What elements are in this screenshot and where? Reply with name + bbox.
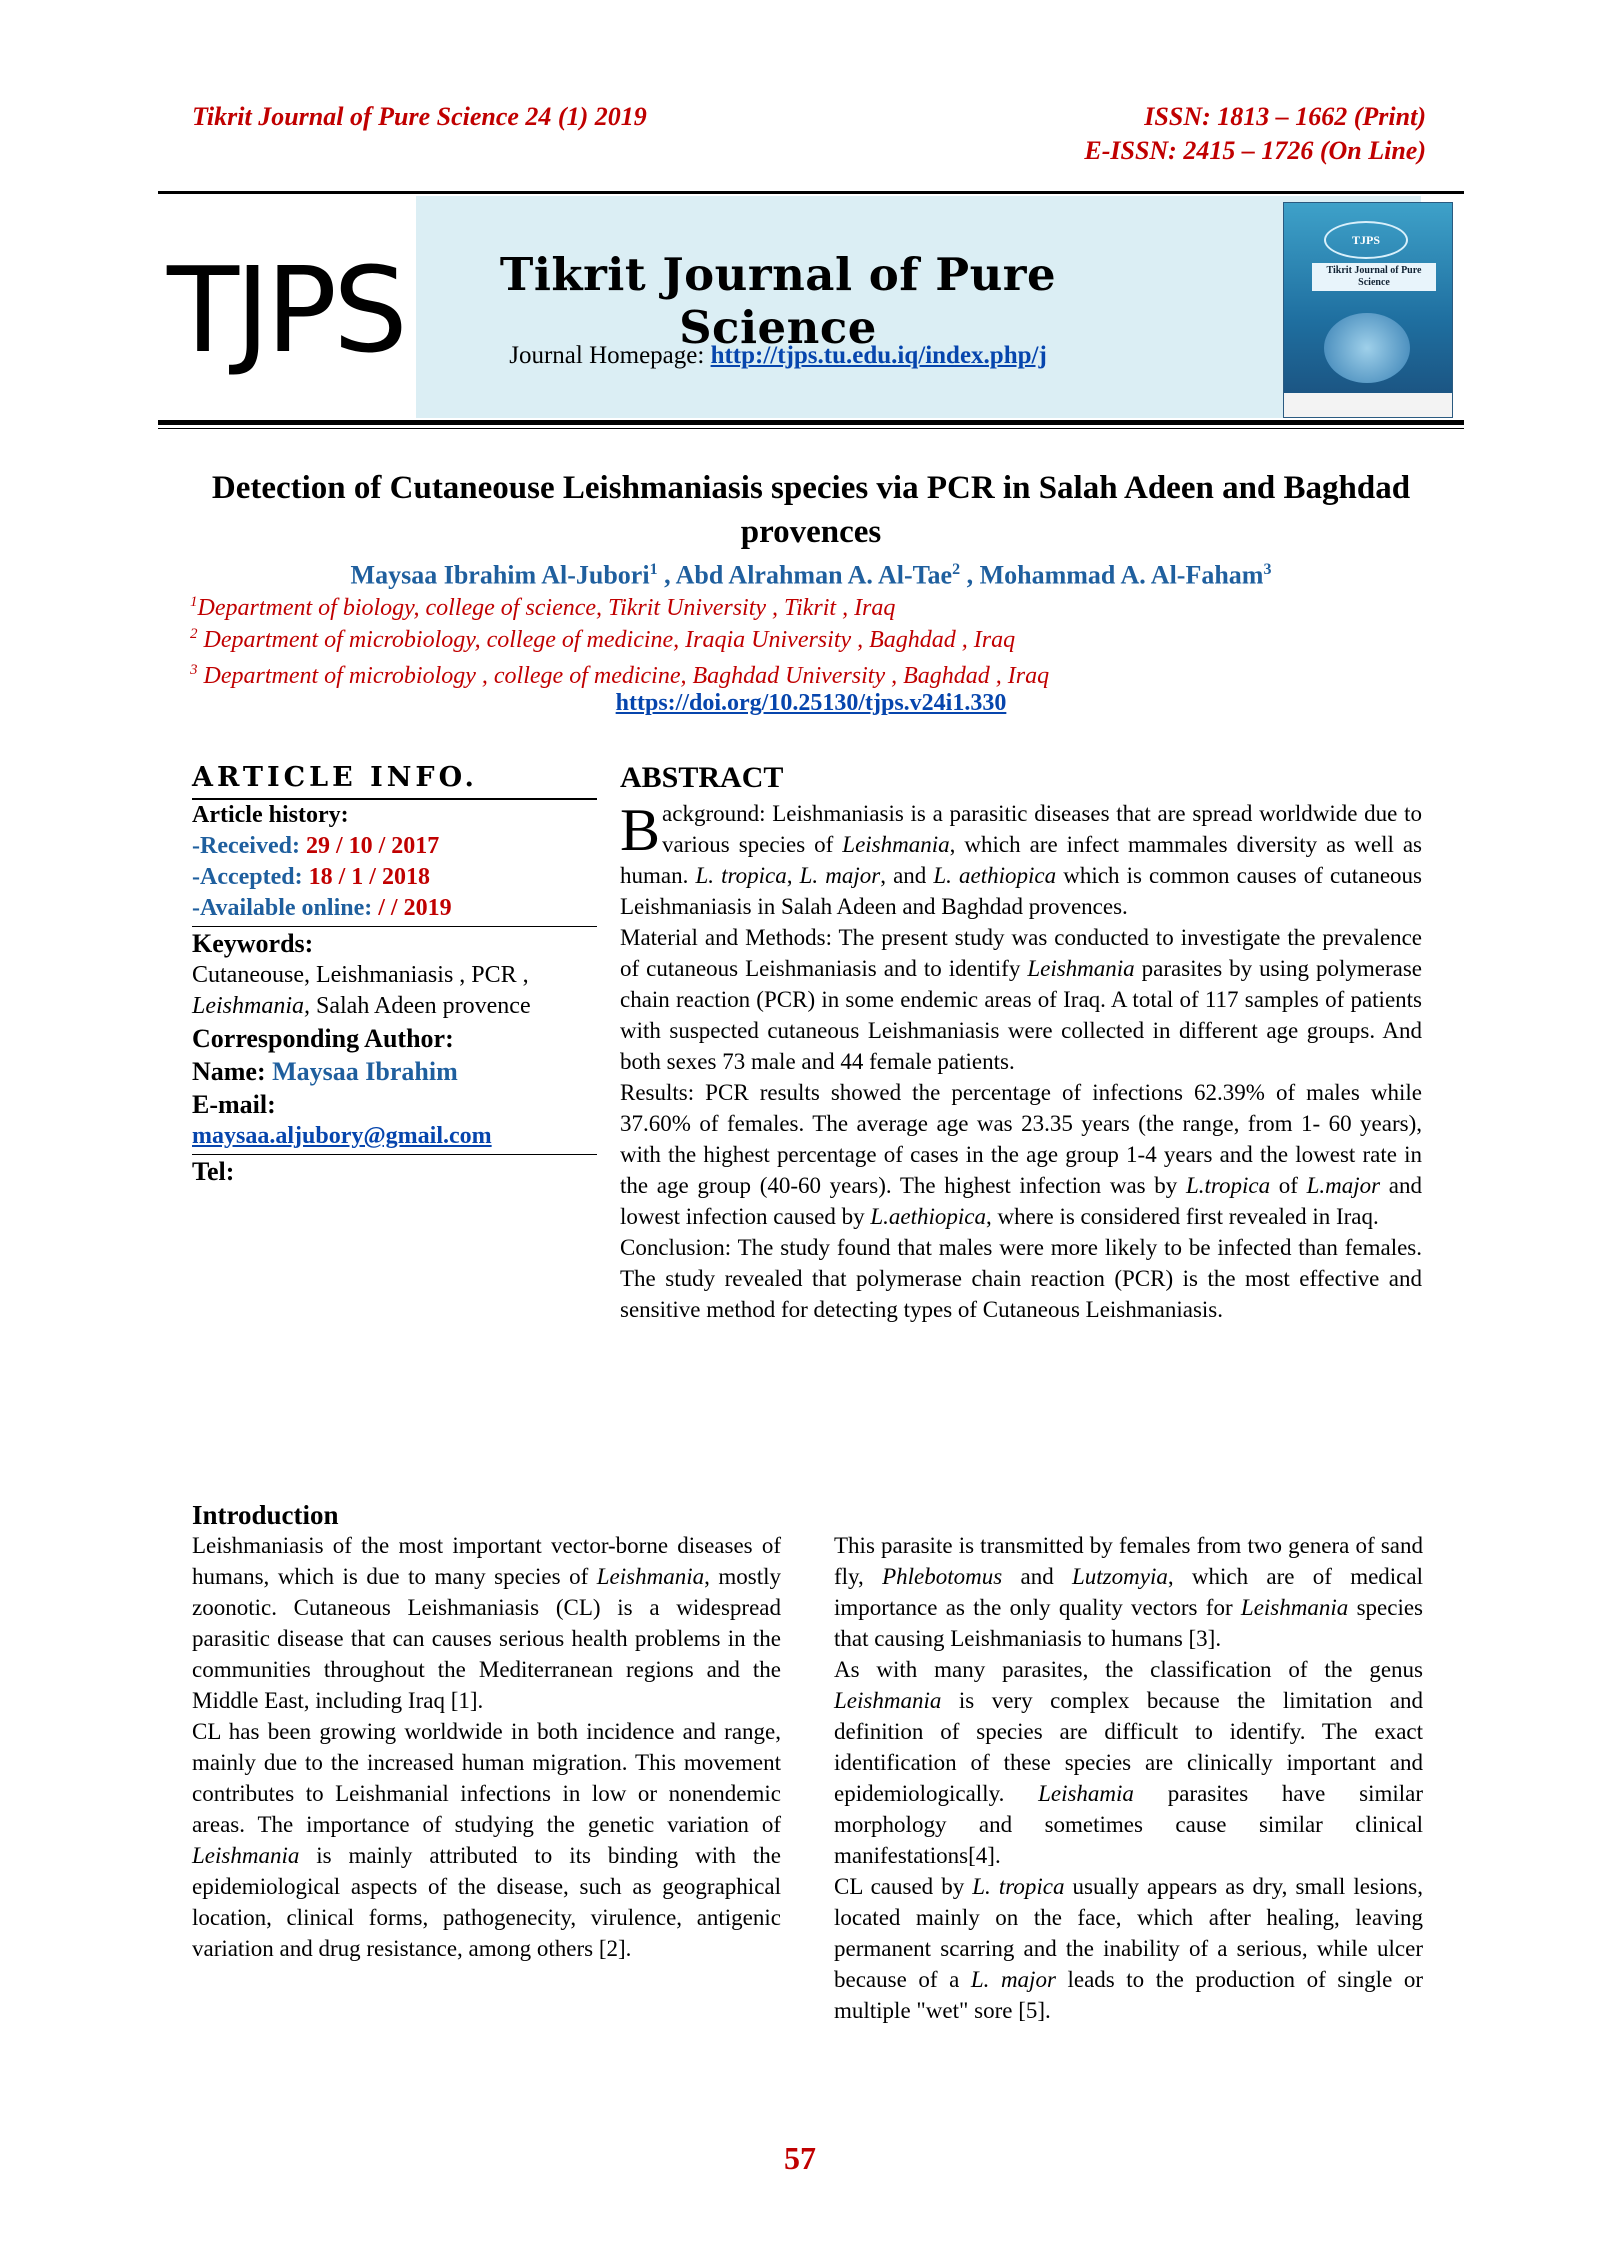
online-line xyxy=(192,893,597,924)
text-run: of xyxy=(1270,1173,1307,1198)
intro-paragraph-4 xyxy=(834,1654,1423,1871)
accepted-date: 18 / 1 / 2018 xyxy=(308,864,430,890)
text-run: is mainly attributed to its binding with the epidemiological aspects of the disease, such as geographical location, clinical forms, pathogenecity, virulence, antigenic variation and drug resistance, among others [2]. xyxy=(192,1843,781,1961)
italic-term: L. major xyxy=(799,863,881,888)
text-run: CL has been growing worldwide in both incidence and range, mainly due to the increased human migration. This movement contributes to Leishmanial infections in low or nonendemic areas. The importance of studying the genetic variation of xyxy=(192,1719,781,1837)
intro-paragraph-3 xyxy=(834,1530,1423,1654)
text-run: CL caused by xyxy=(834,1874,973,1899)
abstract-heading: ABSTRACT xyxy=(620,761,784,794)
doi-link[interactable]: https://doi.org/10.25130/tjps.v24i1.330 xyxy=(615,690,1007,716)
received-line xyxy=(192,831,597,862)
author-2-sup: 2 xyxy=(952,561,961,578)
author-1: Maysaa Ibrahim Al-Jubori xyxy=(350,560,650,590)
running-header-issn xyxy=(1084,100,1426,168)
affiliation-3-text: Department of microbiology , college of medicine, Baghdad University , Baghdad , Iraq xyxy=(203,663,1050,689)
affiliation-3 xyxy=(190,654,1049,692)
cover-title: Tikrit Journal of Pure Science xyxy=(1312,263,1436,291)
page-number: 57 xyxy=(784,2140,816,2176)
online-date: / / 2019 xyxy=(378,895,452,921)
text-run: leads to the production of single or multiple "wet" sore [5]. xyxy=(834,1967,1423,2023)
text-run: , xyxy=(786,863,800,888)
tel-label: Tel: xyxy=(192,1157,235,1186)
text-run: Results: PCR results showed the percentage of infections 62.39% of males while 37.60% of females. The average age was 23.35 years (the range, from 1- 60 years), with the highest percentage of cases in the age group 1-4 years and the lowest rate in the age group (40-60 years). The highest infection was by xyxy=(620,1080,1422,1198)
body-column-left xyxy=(192,1530,781,1964)
keywords-italic: Leishmania, xyxy=(192,993,311,1019)
keywords-label: Keywords: xyxy=(192,929,314,958)
introduction-heading: Introduction xyxy=(192,1500,339,1530)
running-header-journal: Tikrit Journal of Pure Science 24 (1) 2019 xyxy=(192,102,647,131)
italic-term: Leishamia xyxy=(1038,1781,1134,1806)
italic-term: Leishmania xyxy=(192,1843,300,1868)
italic-term: Leishmania xyxy=(1027,956,1135,981)
journal-cover-image xyxy=(1283,202,1453,418)
text-run: and lowest infection caused by xyxy=(620,1173,1422,1229)
journal-banner xyxy=(158,196,1464,418)
cover-badge: TJPS xyxy=(1324,221,1408,259)
italic-term: Lutzomyia xyxy=(1072,1564,1168,1589)
banner-bottom-rule xyxy=(158,420,1464,425)
text-run: As with many parasites, the classification of the genus xyxy=(834,1657,1423,1682)
text-run: , and xyxy=(880,863,934,888)
author-1-sup: 1 xyxy=(649,561,658,578)
homepage-label: Journal Homepage: xyxy=(509,342,705,369)
cover-footer-band xyxy=(1284,393,1452,417)
banner-top-rule xyxy=(158,191,1464,194)
email-link[interactable]: maysaa.aljubory@gmail.com xyxy=(192,1123,492,1149)
article-info-heading: ARTICLE INFO. xyxy=(192,762,478,793)
italic-term: L. tropica xyxy=(695,863,787,888)
journal-homepage xyxy=(458,342,1098,370)
journal-name: Tikrit Journal of Pure Science xyxy=(499,248,1057,354)
corresponding-label: Corresponding Author: xyxy=(192,1024,454,1053)
accepted-label: -Accepted: xyxy=(192,864,303,890)
corresponding-name: Maysaa Ibrahim xyxy=(272,1057,458,1086)
italic-term: L.aethiopica xyxy=(870,1204,987,1229)
text-run: Conclusion: The study found that males were more likely to be infected than females. The study revealed that polymerase chain reaction (PCR) is the most effective and sensitive method for detecting types of Cutaneous Leishmaniasis. xyxy=(620,1235,1422,1322)
text-run: Material and Methods: The present study was conducted to investigate the prevalence of cutaneous Leishmaniasis and to identify xyxy=(620,925,1422,981)
author-3: Mohammad A. Al-Faham xyxy=(979,560,1264,590)
intro-paragraph-2 xyxy=(192,1716,781,1964)
affiliation-1-sup: 1 xyxy=(190,594,198,610)
abstract-background xyxy=(620,798,1422,922)
keywords-rest: Salah Adeen provence xyxy=(310,993,531,1019)
text-run: parasites have similar morphology and sometimes cause similar clinical manifestations[4]. xyxy=(834,1781,1423,1868)
affiliation-2-sup: 2 xyxy=(190,626,198,642)
email-line xyxy=(192,1121,597,1152)
intro-paragraph-5 xyxy=(834,1871,1423,2026)
italic-term: L. tropica xyxy=(972,1874,1065,1899)
italic-term: Phlebotomus xyxy=(882,1564,1003,1589)
doi-line xyxy=(180,690,1442,717)
abstract-dropcap: B xyxy=(620,797,661,863)
banner-bottom-thin-rule xyxy=(158,428,1464,429)
affiliation-1-text: Department of biology, college of science, Tikrit University , Tikrit , Iraq xyxy=(197,595,896,621)
text-run: , which are infect mammales diversity as well as human. xyxy=(620,832,1422,888)
abstract-methods xyxy=(620,922,1422,1077)
text-run: ackground: Leishmaniasis is a parasitic diseases that are spread worldwide due to various species of xyxy=(662,801,1422,857)
text-run: which is common causes of cutaneous Leishmaniasis in Salah Adeen and Baghdad provences. xyxy=(620,863,1422,919)
text-run: parasites by using polymerase chain reaction (PCR) in some endemic areas of Iraq. A total of 117 samples of patients with suspected cutaneous Leishmaniasis were collected in different age groups. And both sexes 73 male and 44 female patients. xyxy=(620,956,1422,1074)
text-run: This parasite is transmitted by females from two genera of sand fly, xyxy=(834,1533,1423,1589)
homepage-link[interactable]: http://tjps.tu.edu.iq/index.php/j xyxy=(710,342,1047,369)
italic-term: Leishmania xyxy=(834,1688,942,1713)
abstract-conclusion xyxy=(620,1232,1422,1325)
italic-term: Leishmania xyxy=(1240,1595,1349,1620)
affiliation-3-sup: 3 xyxy=(190,662,198,678)
accepted-line xyxy=(192,862,597,893)
text-run: Leishmaniasis of the most important vector-borne diseases of humans, which is due to many species of xyxy=(192,1533,781,1589)
keywords-line-1: Cutaneouse, Leishmaniasis , PCR , xyxy=(192,962,529,988)
author-2: Abd Alrahman A. Al-Tae xyxy=(675,560,953,590)
text-run: species that causing Leishmaniasis to humans [3]. xyxy=(834,1595,1423,1651)
abstract-background-text xyxy=(620,797,1422,919)
author-3-sup: 3 xyxy=(1263,561,1272,578)
online-label: -Available online: xyxy=(192,895,373,921)
name-line xyxy=(192,1055,597,1088)
text-run: , which are of medical importance as the only quality vectors for xyxy=(834,1564,1423,1620)
italic-term: Leishmania xyxy=(842,832,950,857)
abstract-results xyxy=(620,1077,1422,1232)
italic-term: L. major xyxy=(970,1967,1056,1992)
article-history-label: Article history: xyxy=(192,802,349,828)
italic-term: Leishmania xyxy=(596,1564,705,1589)
text-run: and xyxy=(1002,1564,1072,1589)
email-label: E-mail: xyxy=(192,1090,276,1119)
issn-print: ISSN: 1813 – 1662 (Print) xyxy=(1144,102,1426,131)
body-column-right xyxy=(834,1530,1423,2026)
text-run: , where is considered first revealed in Iraq. xyxy=(986,1204,1379,1229)
italic-term: L.tropica xyxy=(1185,1173,1271,1198)
article-info-panel xyxy=(192,760,597,1188)
article-title: Detection of Cutaneouse Leishmaniasis species via PCR in Salah Adeen and Baghdad provences xyxy=(211,470,1411,550)
affiliation-2-text: Department of microbiology, college of medicine, Iraqia University , Baghdad , Iraq xyxy=(203,627,1016,653)
intro-paragraph-1 xyxy=(192,1530,781,1716)
name-label: Name: xyxy=(192,1057,266,1086)
abstract-section xyxy=(620,758,1422,1325)
affiliation-2 xyxy=(190,618,1015,656)
text-run: is very complex because the limitation and definition of species are difficult to identify. The exact identification of these species are clinically important and epidemiologically. xyxy=(834,1688,1423,1806)
issn-online: E-ISSN: 2415 – 1726 (On Line) xyxy=(1084,136,1426,165)
keywords-line-2 xyxy=(192,991,597,1022)
author-list: Maysaa Ibrahim Al-Jubori$^1$ , Abd Alrahman A. Al-Tae$^2$ , Mohammad A. Al-Faham$^3$ xyxy=(350,560,1272,590)
received-date: 29 / 10 / 2017 xyxy=(305,833,440,859)
cover-seal-icon xyxy=(1324,313,1410,383)
text-run: , mostly zoonotic. Cutaneous Leishmaniasis (CL) is a widespread parasitic disease that can causes serious health problems in the communities throughout the Mediterranean regions and the Middle East, including Iraq [1]. xyxy=(192,1564,781,1713)
received-label: -Received: xyxy=(192,833,300,859)
tjps-logo: TJPS xyxy=(167,241,404,379)
text-run: usually appears as dry, small lesions, located mainly on the face, which after healing, leaving permanent scarring and the inability of a serious, while ulcer because of a xyxy=(834,1874,1423,1992)
italic-term: L.major xyxy=(1306,1173,1381,1198)
italic-term: L. aethiopica xyxy=(933,863,1057,888)
